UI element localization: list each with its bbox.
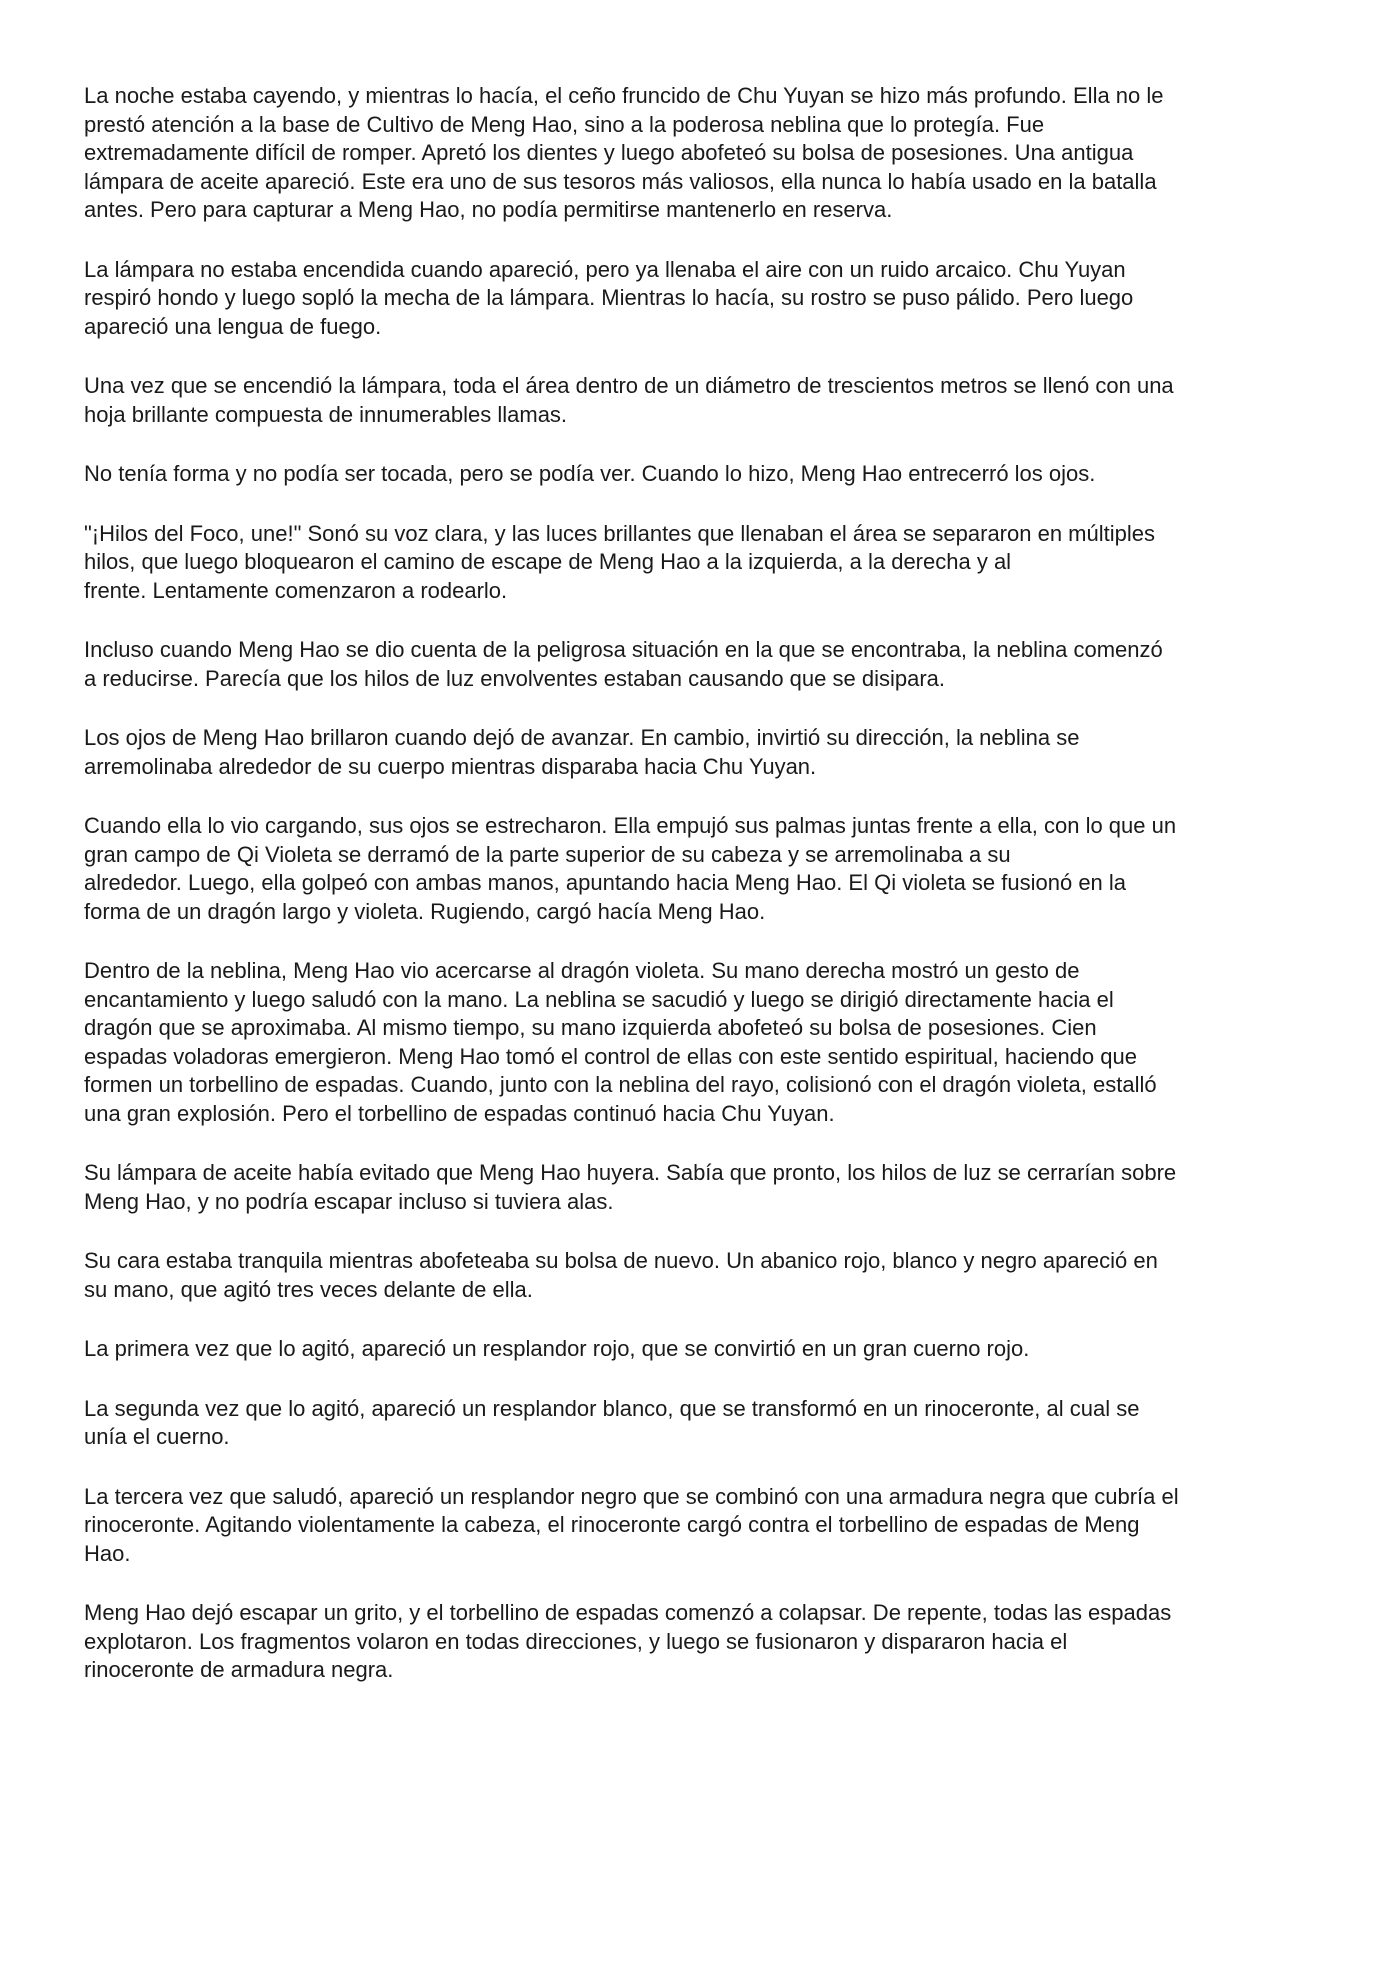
paragraph-14: La tercera vez que saludó, apareció un resplandor negro que se combinó con una armadura negra que cubría el rinoceronte. Agitando violentamente la cabeza, el rinoceronte cargó contra el torbellino de espadas de Meng Hao.	[84, 1483, 1179, 1566]
document-page	[84, 82, 1324, 1716]
paragraph-7: Los ojos de Meng Hao brillaron cuando dejó de avanzar. En cambio, invirtió su dirección, la neblina se arremolinaba alrededor de su cuerpo mientras disparaba hacia Chu Yuyan.	[84, 725, 1080, 779]
paragraph-11: Su cara estaba tranquila mientras abofeteaba su bolsa de nuevo. Un abanico rojo, blanco y negro apareció en su mano, que agitó tres veces delante de ella.	[84, 1248, 1158, 1302]
paragraph-2: La lámpara no estaba encendida cuando apareció, pero ya llenaba el aire con un ruido arcaico. Chu Yuyan respiró hondo y luego sopló la mecha de la lámpara. Mientras lo hacía, su rostro se puso pálido. Pero luego apareció una lengua de fuego.	[84, 256, 1134, 339]
paragraph-8: Cuando ella lo vio cargando, sus ojos se estrecharon. Ella empujó sus palmas juntas frente a ella, con lo que un gran campo de Qi Violeta se derramó de la parte superior de su cabeza y se arremolinaba a su alrededor. Luego, ella golpeó con ambas manos, apuntando hacia Meng Hao. El Qi violeta se fusionó en la forma de un dragón largo y violeta. Rugiendo, cargó hacía Meng Hao.	[84, 813, 1177, 924]
paragraph-10: Su lámpara de aceite había evitado que Meng Hao huyera. Sabía que pronto, los hilos de luz se cerrarían sobre Meng Hao, y no podría escapar incluso si tuviera alas.	[84, 1160, 1177, 1214]
paragraph-5: "¡Hilos del Foco, une!" Sonó su voz clara, y las luces brillantes que llenaban el área se separaron en múltiples hilos, que luego bloquearon el camino de escape de Meng Hao a la izquierda, a la derecha y al frente. Lentamente comenzaron a rodearlo.	[84, 520, 1155, 603]
paragraph-13: La segunda vez que lo agitó, apareció un resplandor blanco, que se transformó en un rinoceronte, al cual se unía el cuerno.	[84, 1395, 1140, 1449]
paragraph-3: Una vez que se encendió la lámpara, toda el área dentro de un diámetro de trescientos metros se llenó con una hoja brillante compuesta de innumerables llamas.	[84, 373, 1174, 427]
paragraph-1: La noche estaba cayendo, y mientras lo hacía, el ceño fruncido de Chu Yuyan se hizo más profundo. Ella no le prestó atención a la base de Cultivo de Meng Hao, sino a la poderosa neblina que lo protegía. Fue extremadamente difícil de romper. Apretó los dientes y luego abofeteó su bolsa de posesiones. Una antigua lámpara de aceite apareció. Este era uno de sus tesoros más valiosos, ella nunca lo había usado en la batalla antes. Pero para capturar a Meng Hao, no podía permitirse mantenerlo en reserva.	[84, 83, 1164, 222]
paragraph-6: Incluso cuando Meng Hao se dio cuenta de la peligrosa situación en la que se encontraba, la neblina comenzó a reducirse. Parecía que los hilos de luz envolventes estaban causando que se disipara.	[84, 637, 1163, 691]
paragraph-12: La primera vez que lo agitó, apareció un resplandor rojo, que se convirtió en un gran cuerno rojo.	[84, 1336, 1030, 1361]
paragraph-4: No tenía forma y no podía ser tocada, pero se podía ver. Cuando lo hizo, Meng Hao entrecerró los ojos.	[84, 461, 1096, 486]
paragraph-9: Dentro de la neblina, Meng Hao vio acercarse al dragón violeta. Su mano derecha mostró un gesto de encantamiento y luego saludó con la mano. La neblina se sacudió y luego se dirigió directamente hacia el dragón que se aproximaba. Al mismo tiempo, su mano izquierda abofeteó su bolsa de posesiones. Cien espadas voladoras emergieron. Meng Hao tomó el control de ellas con este sentido espiritual, haciendo que formen un torbellino de espadas. Cuando, junto con la neblina del rayo, colisionó con el dragón violeta, estalló una gran explosión. Pero el torbellino de espadas continuó hacia Chu Yuyan.	[84, 958, 1157, 1126]
paragraph-15: Meng Hao dejó escapar un grito, y el torbellino de espadas comenzó a colapsar. De repente, todas las espadas explotaron. Los fragmentos volaron en todas direcciones, y luego se fusionaron y dispararon hacia el rinoceronte de armadura negra.	[84, 1600, 1172, 1682]
